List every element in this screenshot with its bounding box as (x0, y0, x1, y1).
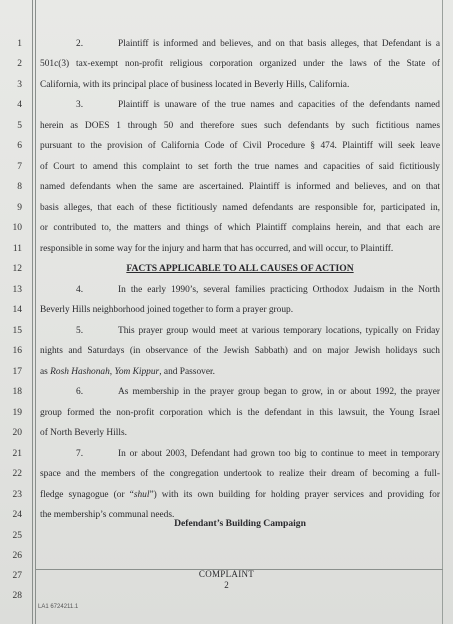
line-number: 16 (12, 346, 22, 356)
page-number: 2 (224, 580, 229, 590)
line-number: 10 (12, 223, 22, 233)
line-number: 7 (17, 162, 22, 172)
body-text: space and the members of the congregation undertook to realize their dream of becoming a full- (40, 469, 440, 479)
body-text: the membership’s communal needs. (40, 510, 175, 520)
line-number-gutter (0, 28, 26, 601)
line-number: 5 (17, 121, 22, 131)
line-number: 21 (12, 449, 22, 459)
body-text: This prayer group would meet at various temporary locations, typically on Friday (118, 326, 440, 336)
line-number: 25 (12, 531, 22, 541)
line-number: 19 (12, 408, 22, 418)
body-text: In the early 1990’s, several families practicing Orthodox Judaism in the North (118, 285, 440, 295)
paragraph-number: 3. (76, 100, 84, 110)
document-id: LA1 6724211.1 (38, 604, 79, 610)
body-text: Plaintiff is unaware of the true names and capacities of the defendants named (118, 100, 440, 110)
body-text: as Rosh Hashonah, Yom Kippur, and Passover. (40, 367, 215, 377)
line-number: 9 (17, 203, 22, 213)
line-number: 20 (12, 428, 22, 438)
line-number: 14 (12, 305, 22, 315)
line-number: 26 (12, 551, 22, 561)
line-number: 8 (17, 182, 22, 192)
section-heading-facts: FACTS APPLICABLE TO ALL CAUSES OF ACTION (126, 263, 354, 274)
line-number: 27 (12, 571, 22, 581)
line-number: 22 (12, 469, 22, 479)
body-text: As membership in the prayer group began to grow, in or about 1992, the prayer (118, 387, 440, 397)
italic-term: Yom Kippur (114, 367, 160, 377)
body-text: 501c(3) tax-exempt non-profit religious corporation organized under the laws of the State of (40, 59, 440, 69)
line-number: 2 (17, 59, 22, 69)
paragraph-number: 5. (76, 326, 84, 336)
line-number: 15 (12, 326, 22, 336)
italic-term: shul (133, 490, 150, 500)
paragraph-number: 6. (76, 387, 84, 397)
line-number: 17 (12, 367, 22, 377)
left-margin-rule-inner (35, 0, 36, 624)
right-margin-rule (442, 0, 443, 624)
line-number: 6 (17, 141, 22, 151)
body-text: responsible in some way for the injury and harm that has occurred, and will occur, to Plaintiff. (40, 244, 394, 254)
body-text: In or about 2003, Defendant had grown too big to continue to meet in temporary (118, 449, 440, 459)
body-text: pursuant to the provision of California Code of Civil Procedure § 474. Plaintiff will seek leave (40, 141, 440, 151)
body-text: herein as DOES 1 through 50 and therefore sues such defendants by such fictitious names (40, 121, 440, 131)
paragraph-number: 2. (76, 39, 84, 49)
line-number: 11 (12, 244, 22, 254)
line-number: 1 (17, 39, 22, 49)
body-text: named defendants when the same are ascertained. Plaintiff is informed and believes, and on that (40, 182, 440, 192)
body-text: basis alleges, that each of these fictitiously named defendants are responsible for, participated in, (40, 203, 440, 213)
line-number: 3 (17, 80, 22, 90)
body-text: nights and Saturdays (in observance of the Jewish Sabbath) and on major Jewish holidays such (40, 346, 440, 356)
line-number: 13 (12, 285, 22, 295)
body-text: California, with its principal place of business located in Beverly Hills, California. (40, 80, 350, 90)
italic-term: Rosh Hashonah (50, 367, 110, 377)
left-margin-rule (32, 0, 33, 624)
line-number: 23 (12, 490, 22, 500)
line-number: 12 (12, 264, 22, 274)
body-text: of North Beverly Hills. (40, 428, 127, 438)
body-text: of Court to amend this complaint to set forth the true names and capacities of said fictitiously (40, 162, 440, 172)
body-text: or contributed to, the matters and things of which Plaintiff complains herein, and that each are (40, 223, 440, 233)
paragraph-number: 7. (76, 449, 84, 459)
body-text: Plaintiff is informed and believes, and on that basis alleges, that Defendant is a (118, 39, 440, 49)
line-number: 24 (12, 510, 22, 520)
line-number: 28 (12, 591, 22, 601)
section-heading-building: Defendant’s Building Campaign (174, 518, 306, 529)
body-text: group formed the non-profit corporation which is the defendant in this lawsuit, the Young Israel (40, 408, 440, 418)
line-number: 4 (17, 100, 22, 110)
footer-title: COMPLAINT (198, 569, 255, 579)
body-text: fledge synagogue (or “shul”) with its own building for holding prayer services and providing for (40, 490, 440, 500)
line-number: 18 (12, 387, 22, 397)
paragraph-number: 4. (76, 285, 84, 295)
body-text: Beverly Hills neighborhood joined together to form a prayer group. (40, 305, 294, 315)
